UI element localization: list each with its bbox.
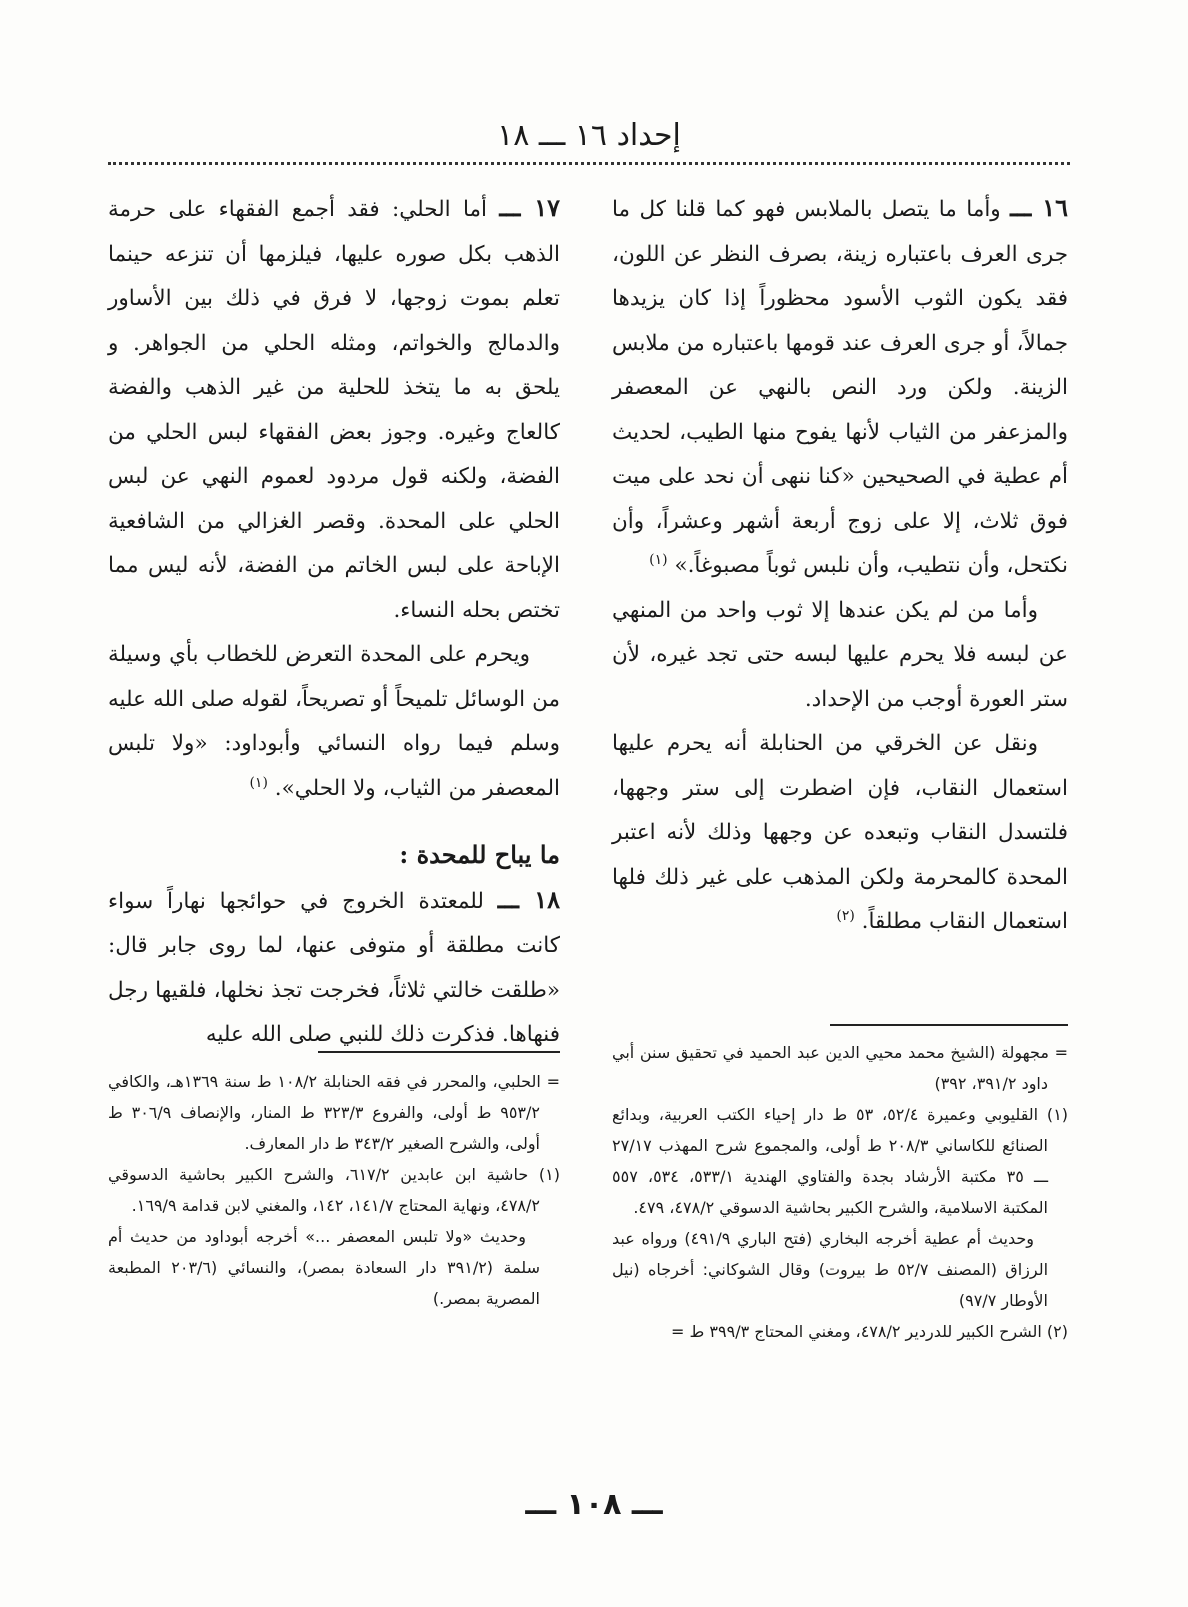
footnotes-right: [612, 1037, 1068, 1347]
paragraph: وأما من لم يكن عندها إلا ثوب واحد من المنهي عن لبسه فلا يحرم عليها لبسه حتى تجد غيره، لأن ستر العورة أوجب من الإحداد.: [612, 597, 1068, 712]
footnote-1-continued: وحديث أم عطية أخرجه البخاري (فتح الباري ٤٩١/٩) ورواه عبد الرزاق (المصنف ٥٢/٧ ط بيروت) وقال الشوكاني: أخرجاه (نيل الأوطار ٩٧/٧): [612, 1229, 1049, 1310]
paragraph-number: ١٨ ـــ: [497, 884, 560, 914]
paragraph-16: [612, 186, 1068, 589]
paragraph-text: للمعتدة الخروج في حوائجها نهاراً سواء كانت مطلقة أو متوفى عنها، لما روى جابر قال: «طلقت خالتي ثلاثاً، فخرجت تجذ نخلها، فلقيها رجل فنهاها. فذكرت ذلك للنبي صلى الله عليه: [108, 888, 560, 1047]
header-dotted-rule: [108, 162, 1070, 165]
left-column: [108, 186, 560, 1058]
running-header: إحداد ١٦ ـــ ١٨: [497, 118, 681, 153]
footnote-marker: (٢): [836, 907, 855, 924]
paragraph-number: ١٦ ـــ: [1010, 193, 1068, 222]
paragraph-text: أما الحلي: فقد أجمع الفقهاء على حرمة الذهب بكل صوره عليها، فيلزمها أن تنزعه حينما تعلم بموت زوجها، لا فرق في ذلك بين الأساور والدمالج والخواتم، ومثله الحلي من الجواهر. و يلحق به ما يتخذ للحلية من غير الذهب والفضة كالعاج وغيره. وجوز بعض الفقهاء لبس الحلي من الفضة، ولكنه قول مردود لعموم النهي عن لبس الحلي على المحدة. وقصر الغزالي من الشافعية الإباحة على لبس الخاتم من الفضة، لأنه ليس مما تختص بحله النساء.: [108, 197, 560, 623]
footnote-1: (١) القليوبي وعميرة ٥٢/٤، ٥٣ ط دار إحياء الكتب العربية، وبدائع الصنائع للكاساني ٢٠٨/٣ ط أولى، والمجموع شرح المهذب ٢٧/١٧ ـــ ٣٥ مكتبة الأرشاد بجدة والفتاوي الهندية ٥٣٣/١، ٥٣٤، ٥٥٧ المكتبة الاسلامية، والشرح الكبير بحاشية الدسوقي ٤٧٨/٢، ٤٧٩.: [612, 1105, 1069, 1217]
paragraph-number: ١٧ ـــ: [499, 193, 561, 222]
paragraph-18: [108, 878, 560, 1058]
footnote-separator: [830, 1024, 1068, 1026]
section-heading: ما يباح للمحدة :: [399, 840, 560, 869]
paragraph: [612, 722, 1068, 945]
paragraph-text: ونقل عن الخرقي من الحنابلة أنه يحرم عليها استعمال النقاب، فإن اضطرت إلى ستر وجهها، فلتسدل النقاب وتبعده عن وجهها وذلك لأنه اعتبر المحدة كالمحرمة ولكن المذهب على غير ذلك فلها استعمال النقاب مطلقاً.: [612, 731, 1068, 934]
footnote-1: (١) حاشية ابن عابدين ٦١٧/٢، والشرح الكبير بحاشية الدسوقي ٤٧٨/٢، ونهاية المحتاج ١٤١/٧، ١٤٢، والمغني لابن قدامة ١٦٩/٩.: [108, 1165, 560, 1215]
page-number: ـــ ١٠٨ ـــ: [525, 1487, 663, 1522]
paragraph-17: [108, 186, 560, 633]
footnote-separator: [318, 1051, 560, 1053]
footnote-continuation: = مجهولة (الشيخ محمد محيي الدين عبد الحميد في تحقيق سنن أبي داود ٣٩١/٢، ٣٩٢): [612, 1043, 1068, 1093]
footnotes-left: [108, 1066, 560, 1314]
footnote-continuation: = الحلبي، والمحرر في فقه الحنابلة ١٠٨/٢ ط سنة ١٣٦٩هـ، والكافي ٩٥٣/٢ ط أولى، والفروع ٣٢٣/٣ ط المنار، والإنصاف ٣٠٦/٩ ط أولى، والشرح الصغير ٣٤٣/٢ ط دار المعارف.: [108, 1072, 560, 1153]
footnote-2: (٢) الشرح الكبير للدردير ٤٧٨/٢، ومغني المحتاج ٣٩٩/٣ ط =: [671, 1322, 1068, 1341]
paragraph-text: وأما ما يتصل بالملابس فهو كما قلنا كل ما جرى العرف باعتباره زينة، بصرف النظر عن اللون، فقد يكون الثوب الأسود محظوراً إذا كان يزيدها جمالاً، أو جرى العرف عند قومها باعتباره من ملابس الزينة. ولكن ورد النص بالنهي عن المعصفر والمزعفر من الثياب لأنها يفوح منها الطيب، لحديث أم عطية في الصحيحين «كنا ننهى أن نحد على ميت فوق ثلاث، إلا على زوج أربعة أشهر وعشراً، وأن نكتحل، وأن نتطيب، وأن نلبس ثوباً مصبوغاً.»: [612, 197, 1068, 578]
paragraph-text: ويحرم على المحدة التعرض للخطاب بأي وسيلة من الوسائل تلميحاً أو تصريحاً، لقوله صلى الله عليه وسلم فيما رواه النسائي وأبوداود: «ولا تلبس المعصفر من الثياب، ولا الحلي».: [108, 642, 560, 801]
footnote-marker: (١): [649, 551, 668, 568]
footnote-marker: (١): [249, 774, 268, 791]
paragraph: [108, 633, 560, 811]
footnote-1-continued: وحديث «ولا تلبس المعصفر ...» أخرجه أبوداود من حديث أم سلمة (٣٩١/٢ دار السعادة بمصر)، والنسائي (٢٠٣/٦ المطبعة المصرية بمصر.): [108, 1227, 540, 1308]
right-column: [612, 186, 1068, 945]
